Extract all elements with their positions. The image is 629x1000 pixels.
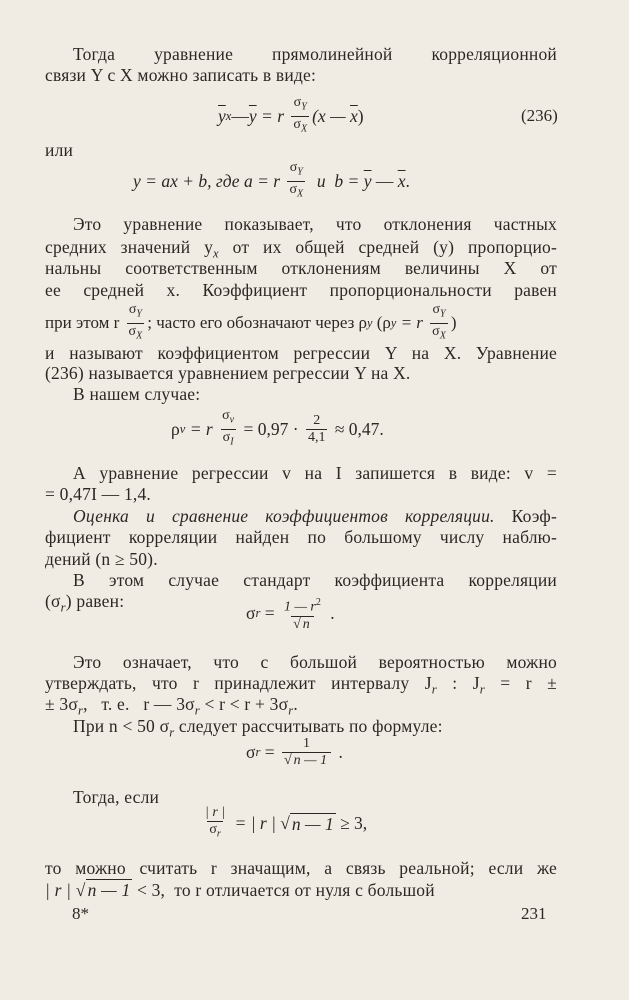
text-line-with-fractions: при этом r $\frac{\sigma_Y}{\sigma_X}$ ; часто его обозначают через ρ y (ρ y = r $\frac{\sigma_Y}{\sigma_X}$ ) bbox=[45, 302, 557, 344]
text-line: средних значений $y_x$ от их общей средней (y) пропорцио- bbox=[45, 237, 557, 261]
text-line: Тогда уравнение прямолинейной корреляционной bbox=[73, 44, 557, 64]
text-line: $(\sigma_r)$ равен: bbox=[45, 591, 125, 615]
text-line: | r | √ n — 1 < 3, то r отличается от нуля с большой bbox=[45, 880, 435, 900]
text-line: то можно считать r значащим, а связь реальной; если же bbox=[45, 858, 557, 878]
text-line: или bbox=[45, 140, 74, 160]
equation-sigma-r: σ r = $\frac{1 — r^2}{√ n}$ . bbox=[246, 597, 335, 632]
equation-sigma-r-small: σ r = $\frac{1}{√ n — 1}$ . bbox=[246, 736, 343, 768]
text-line: нальны соответственным отклонениям величины X от bbox=[45, 258, 557, 278]
text-line: А уравнение регрессии v на I запишется в виде: v = bbox=[73, 463, 557, 483]
equation-significance: $\frac{| r |}{\sigma_r}$ = | r | √ n — 1 ≥ 3, bbox=[200, 805, 367, 843]
text-line: фициент корреляции найден по большому числу наблю- bbox=[45, 527, 557, 547]
equation-number: (236) bbox=[521, 106, 558, 125]
text-line: связи Y с X можно записать в виде: bbox=[45, 65, 317, 85]
fraction: $\frac{\sigma_v}{\sigma_I}$ bbox=[220, 408, 236, 450]
text-line: При n < 50 $\sigma_r$ следует рассчитывать по формуле: bbox=[73, 716, 443, 740]
equation-236: $\overline{y}$ x — $\overline{y}$ = r $\frac{\sigma_Y}{\sigma_X}$ (x — $\overline{x}$ ) bbox=[218, 95, 364, 137]
text-line: Это уравнение показывает, что отклонения частных bbox=[73, 214, 557, 234]
fraction: $\frac{\sigma_Y}{\sigma_X}$ bbox=[287, 160, 305, 202]
text-line: = 0,47I — 1,4. bbox=[45, 484, 151, 504]
fraction: $\frac{1}{√ n — 1}$ bbox=[282, 736, 331, 769]
fraction: $\frac{\sigma_Y}{\sigma_X}$ bbox=[430, 302, 448, 344]
fraction: $\frac{2}{4,1}$ bbox=[307, 412, 326, 445]
fraction: $\frac{\sigma_Y}{\sigma_X}$ bbox=[291, 95, 309, 137]
page-number: 231 bbox=[521, 904, 547, 923]
text-line: дений (n ≥ 50). bbox=[45, 549, 158, 569]
text-line: Тогда, если bbox=[73, 787, 160, 807]
equation-rho-v: ρ v = r $\frac{\sigma_v}{\sigma_I}$ = 0,97 · $\frac{2}{4,1}$ ≈ 0,47. bbox=[171, 408, 384, 450]
fraction: $\frac{| r |}{\sigma_r}$ bbox=[203, 805, 227, 843]
text-line: (236) называется уравнением регрессии Y на X. bbox=[45, 363, 411, 383]
signature-mark: 8* bbox=[72, 904, 89, 923]
equation-coefficients: y = ax + b, где a = r $\frac{\sigma_Y}{\sigma_X}$ и b = $\overline{y}$ — $\overline{x}$ . bbox=[133, 160, 410, 202]
text-line: В этом случае стандарт коэффициента корреляции bbox=[73, 570, 557, 590]
text-line: Оценка и сравнение коэффициентов корреляции. Коэф- bbox=[73, 506, 557, 526]
text-line: ее средней x. Коэффициент пропорциональности равен bbox=[45, 280, 557, 300]
text-line: и называют коэффициентом регрессии Y на X. Уравнение bbox=[45, 343, 557, 363]
section-heading: Оценка и сравнение коэффициентов корреляции. bbox=[73, 506, 495, 526]
fraction: $\frac{1 — r^2}{√ n}$ bbox=[283, 597, 321, 632]
text-line: Это означает, что с большой вероятностью можно bbox=[73, 652, 557, 672]
text-line: ± $3\sigma_r$, т. е. r — $3\sigma_r < r < r + 3\sigma_r$. bbox=[45, 694, 298, 718]
fraction: $\frac{\sigma_Y}{\sigma_X}$ bbox=[127, 302, 145, 344]
text-line: В нашем случае: bbox=[73, 384, 201, 404]
text-line: утверждать, что r принадлежит интервалу $J_r$ : $J_r = r$ ± bbox=[45, 673, 557, 697]
